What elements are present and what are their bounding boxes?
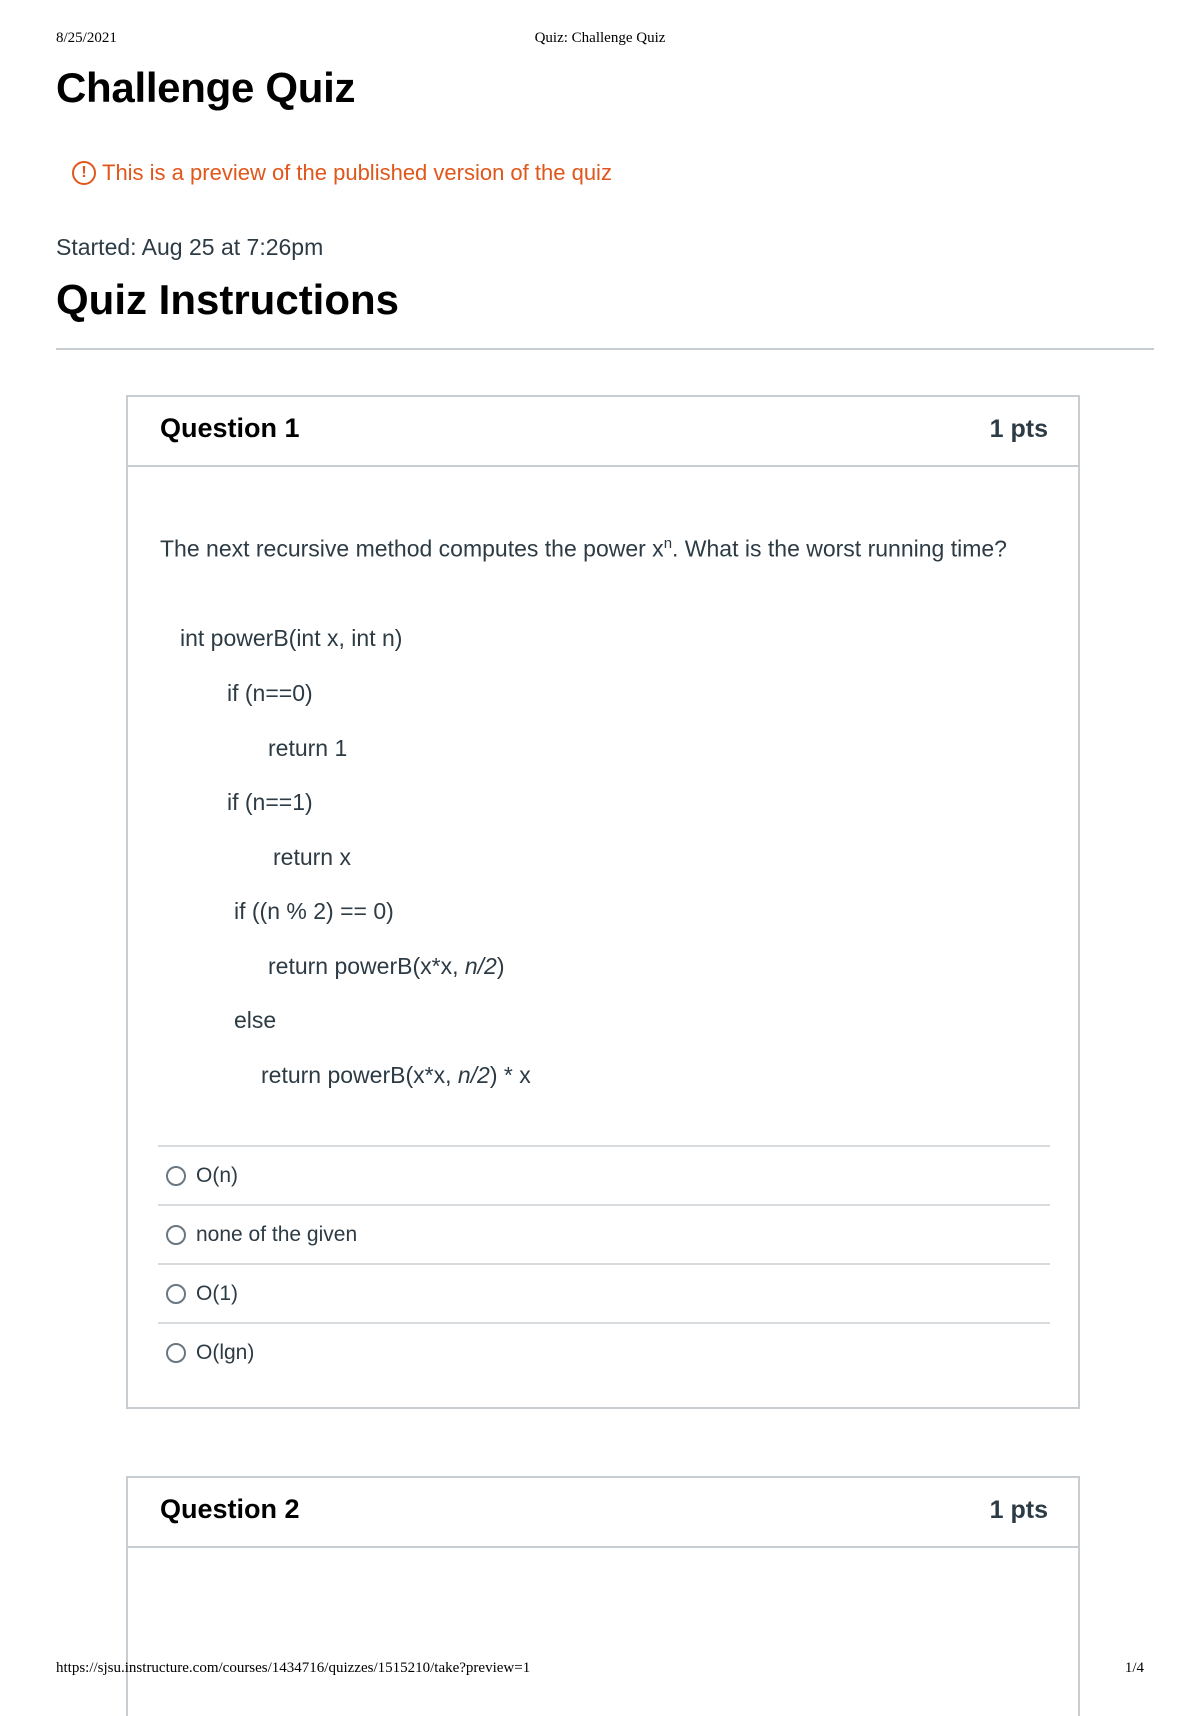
divider (56, 348, 1154, 350)
page-title: Challenge Quiz (56, 64, 356, 111)
question-header (128, 397, 1078, 467)
preview-notice-text: This is a preview of the published version of the quiz (102, 160, 612, 185)
question-points: 1 pts (989, 1496, 1048, 1524)
code-line: return x (273, 844, 351, 870)
print-footer (56, 1653, 1144, 1677)
code-text: return powerB(x*x, (268, 953, 465, 979)
code-text: ) * x (489, 1062, 531, 1088)
answer-label: O(1) (196, 1281, 238, 1305)
answer-list (158, 1145, 1050, 1381)
instructions-heading: Quiz Instructions (56, 276, 400, 323)
code-line: int powerB(int x, int n) (180, 625, 403, 651)
question-exponent: n (663, 535, 673, 552)
answer-option-3[interactable] (158, 1263, 1050, 1322)
code-text: return powerB(x*x, (261, 1062, 458, 1088)
radio-button[interactable] (166, 1343, 186, 1363)
radio-button[interactable] (166, 1284, 186, 1304)
question-title: Question 2 (160, 1494, 300, 1524)
answer-label: O(n) (196, 1163, 238, 1187)
radio-button[interactable] (166, 1225, 186, 1245)
print-doc-title: Quiz: Challenge Quiz (534, 30, 666, 46)
code-text: ) (496, 953, 505, 979)
answer-label: none of the given (196, 1222, 358, 1246)
question-text-part: The next recursive method computes the power x (160, 535, 664, 562)
answer-option-1[interactable] (158, 1145, 1050, 1204)
preview-notice (72, 160, 612, 186)
print-header (56, 30, 1144, 54)
code-line: if (n==1) (227, 789, 313, 815)
question-card-1 (126, 395, 1080, 1409)
code-line: else (234, 1007, 277, 1033)
question-card-2 (126, 1476, 1080, 1716)
started-timestamp: Started: Aug 25 at 7:26pm (56, 234, 324, 260)
code-line: if (n==0) (227, 680, 313, 706)
answer-option-4[interactable] (158, 1322, 1050, 1381)
question-points: 1 pts (989, 415, 1048, 443)
print-url: https://sjsu.instructure.com/courses/1434716/quizzes/1515210/take?preview=1 (56, 1660, 531, 1676)
answer-label: O(lgn) (196, 1340, 255, 1364)
code-line: if ((n % 2) == 0) (234, 898, 394, 924)
code-line (261, 1062, 531, 1089)
code-line (268, 953, 505, 980)
question-text-part: . What is the worst running time? (672, 535, 1007, 562)
page-number: 1/4 (1124, 1660, 1144, 1676)
question-header (128, 1478, 1078, 1548)
radio-button[interactable] (166, 1166, 186, 1186)
question-title: Question 1 (160, 413, 300, 443)
print-date: 8/25/2021 (56, 30, 117, 46)
warning-icon: ! (72, 161, 96, 185)
question-text (160, 525, 1040, 568)
code-italic: n/2 (457, 1062, 490, 1088)
code-line: return 1 (268, 735, 348, 761)
answer-option-2[interactable] (158, 1204, 1050, 1263)
code-italic: n/2 (464, 953, 497, 979)
